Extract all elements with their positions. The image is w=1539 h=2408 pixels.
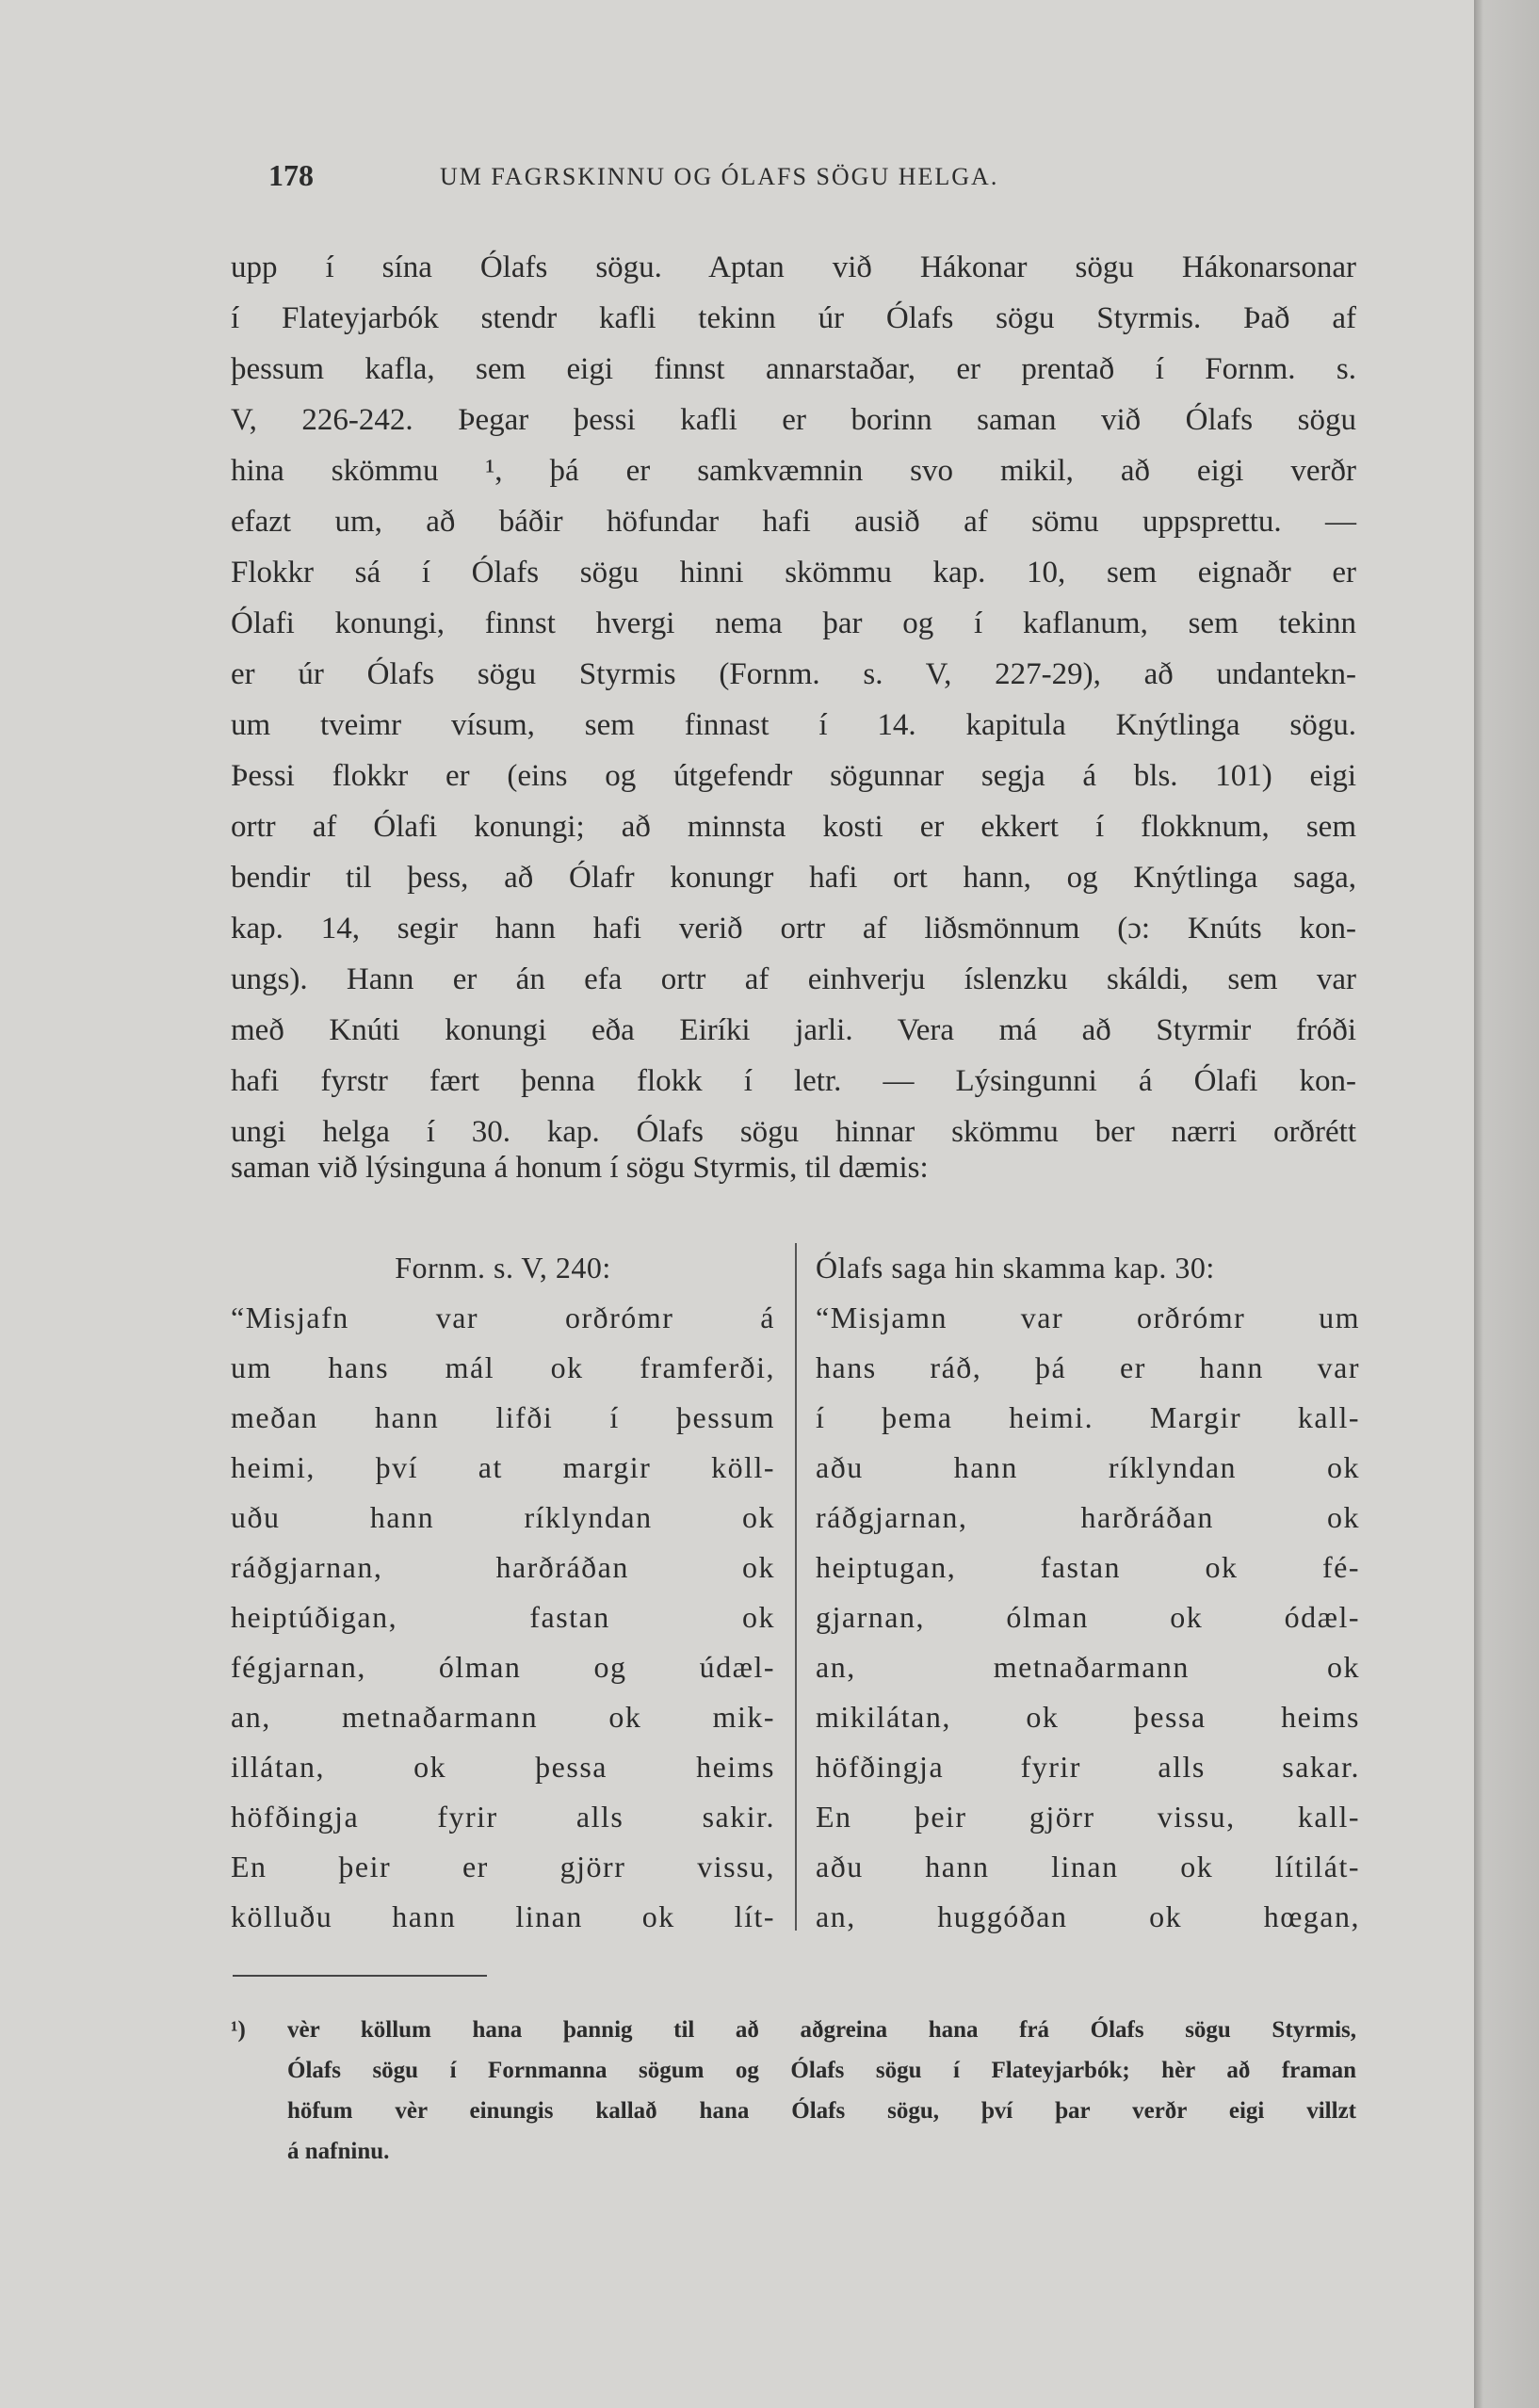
right-column-line: heiptugan, fastan ok fé- [816,1550,1360,1584]
body-line: saman við lýsinguna á honum í sögu Styrmis, til dæmis: [231,1151,929,1185]
page-number: 178 [268,158,314,192]
body-line: í Flateyjarbók stendr kafli tekinn úr Ólafs sögu Styrmis. Það af [231,301,1356,335]
body-line: Þessi flokkr er (eins og útgefendr sögunnar segja á bls. 101) eigi [231,759,1356,793]
right-column-line: an, metnaðarmann ok [816,1650,1360,1684]
right-column-line: í þema heimi. Margir kall- [816,1400,1360,1434]
body-line: Ólafi konungi, finnst hvergi nema þar og í kaflanum, sem tekinn [231,606,1356,640]
right-column-line: mikilátan, ok þessa heims [816,1700,1360,1734]
body-line: upp í sína Ólafs sögu. Aptan við Hákonar sögu Hákonarsonar [231,250,1356,284]
left-column-line: En þeir er gjörr vissu, [231,1850,775,1883]
left-column-line: “Misjafn var orðrómr á [231,1301,775,1334]
right-column-line: höfðingja fyrir alls sakar. [816,1750,1360,1784]
right-column-line: En þeir gjörr vissu, kall- [816,1800,1360,1834]
left-column-line: uðu hann ríklyndan ok [231,1500,775,1534]
body-line: hina skömmu ¹, þá er samkvæmnin svo mikil, að eigi verðr [231,454,1356,488]
body-line: er úr Ólafs sögu Styrmis (Fornm. s. V, 227-29), að undantekn- [231,657,1356,691]
left-column-line: heimi, því at margir köll- [231,1450,775,1484]
left-column-heading: Fornm. s. V, 240: [395,1251,611,1285]
right-column-heading: Ólafs saga hin skamma kap. 30: [816,1251,1215,1285]
right-column-line: ráðgjarnan, harðráðan ok [816,1500,1360,1534]
body-line: þessum kafla, sem eigi finnst annarstaðar, er prentað í Fornm. s. [231,352,1356,386]
left-column-line: heiptúðigan, fastan ok [231,1600,775,1634]
footnote-rule [233,1975,487,1977]
body-line: með Knúti konungi eða Eiríki jarli. Vera má að Styrmir fróði [231,1013,1356,1047]
right-column-line: an, huggóðan ok hœgan, [816,1899,1360,1933]
footnote-line: vèr köllum hana þannig til að aðgreina hana frá Ólafs sögu Styrmis, [287,2017,1356,2043]
left-column-line: ráðgjarnan, harðráðan ok [231,1550,775,1584]
body-line: ungs). Hann er án efa ortr af einhverju íslenzku skáldi, sem var [231,962,1356,996]
left-column-line: an, metnaðarmann ok mik- [231,1700,775,1734]
right-column-line: aðu hann linan ok lítilát- [816,1850,1360,1883]
footnote-line: höfum vèr einungis kallað hana Ólafs sögu, því þar verðr eigi villzt [287,2098,1356,2124]
column-divider [795,1243,797,1931]
right-column-line: aðu hann ríklyndan ok [816,1450,1360,1484]
right-column-line: “Misjamn var orðrómr um [816,1301,1360,1334]
body-line: hafi fyrstr fært þenna flokk í letr. — Lýsingunni á Ólafi kon- [231,1064,1356,1098]
right-column-line: hans ráð, þá er hann var [816,1350,1360,1384]
left-column-line: fégjarnan, ólman og údæl- [231,1650,775,1684]
right-column-line: gjarnan, ólman ok ódæl- [816,1600,1360,1634]
body-line: efazt um, að báðir höfundar hafi ausið af sömu uppsprettu. — [231,505,1356,539]
left-column-line: um hans mál ok framferði, [231,1350,775,1384]
page-header [231,158,1173,205]
body-line: ortr af Ólafi konungi; að minnsta kosti er ekkert í flokknum, sem [231,810,1356,844]
left-column-line: höfðingja fyrir alls sakir. [231,1800,775,1834]
body-line: ungi helga í 30. kap. Ólafs sögu hinnar skömmu ber nærri orðrétt [231,1115,1356,1149]
body-line: kap. 14, segir hann hafi verið ortr af liðsmönnum (ɔ: Knúts kon- [231,912,1356,945]
body-line: V, 226-242. Þegar þessi kafli er borinn saman við Ólafs sögu [231,403,1356,437]
footnote-line: Ólafs sögu í Fornmanna sögum og Ólafs sögu í Flateyjarbók; hèr að framan [287,2058,1356,2083]
body-line: Flokkr sá í Ólafs sögu hinni skömmu kap. 10, sem eignaðr er [231,556,1356,590]
footnote-marker: ¹) [231,2017,246,2043]
left-column-line: kölluðu hann linan ok lít- [231,1899,775,1933]
left-column-line: meðan hann lifði í þessum [231,1400,775,1434]
left-column-line: illátan, ok þessa heims [231,1750,775,1784]
body-line: bendir til þess, að Ólafr konungr hafi ort hann, og Knýtlinga saga, [231,861,1356,895]
running-title: UM FAGRSKINNU OG ÓLAFS SÖGU HELGA. [440,163,999,190]
body-line: um tveimr vísum, sem finnast í 14. kapitula Knýtlinga sögu. [231,708,1356,742]
footnote-line: á nafninu. [287,2139,390,2164]
book-spine-edge [1474,0,1539,2408]
